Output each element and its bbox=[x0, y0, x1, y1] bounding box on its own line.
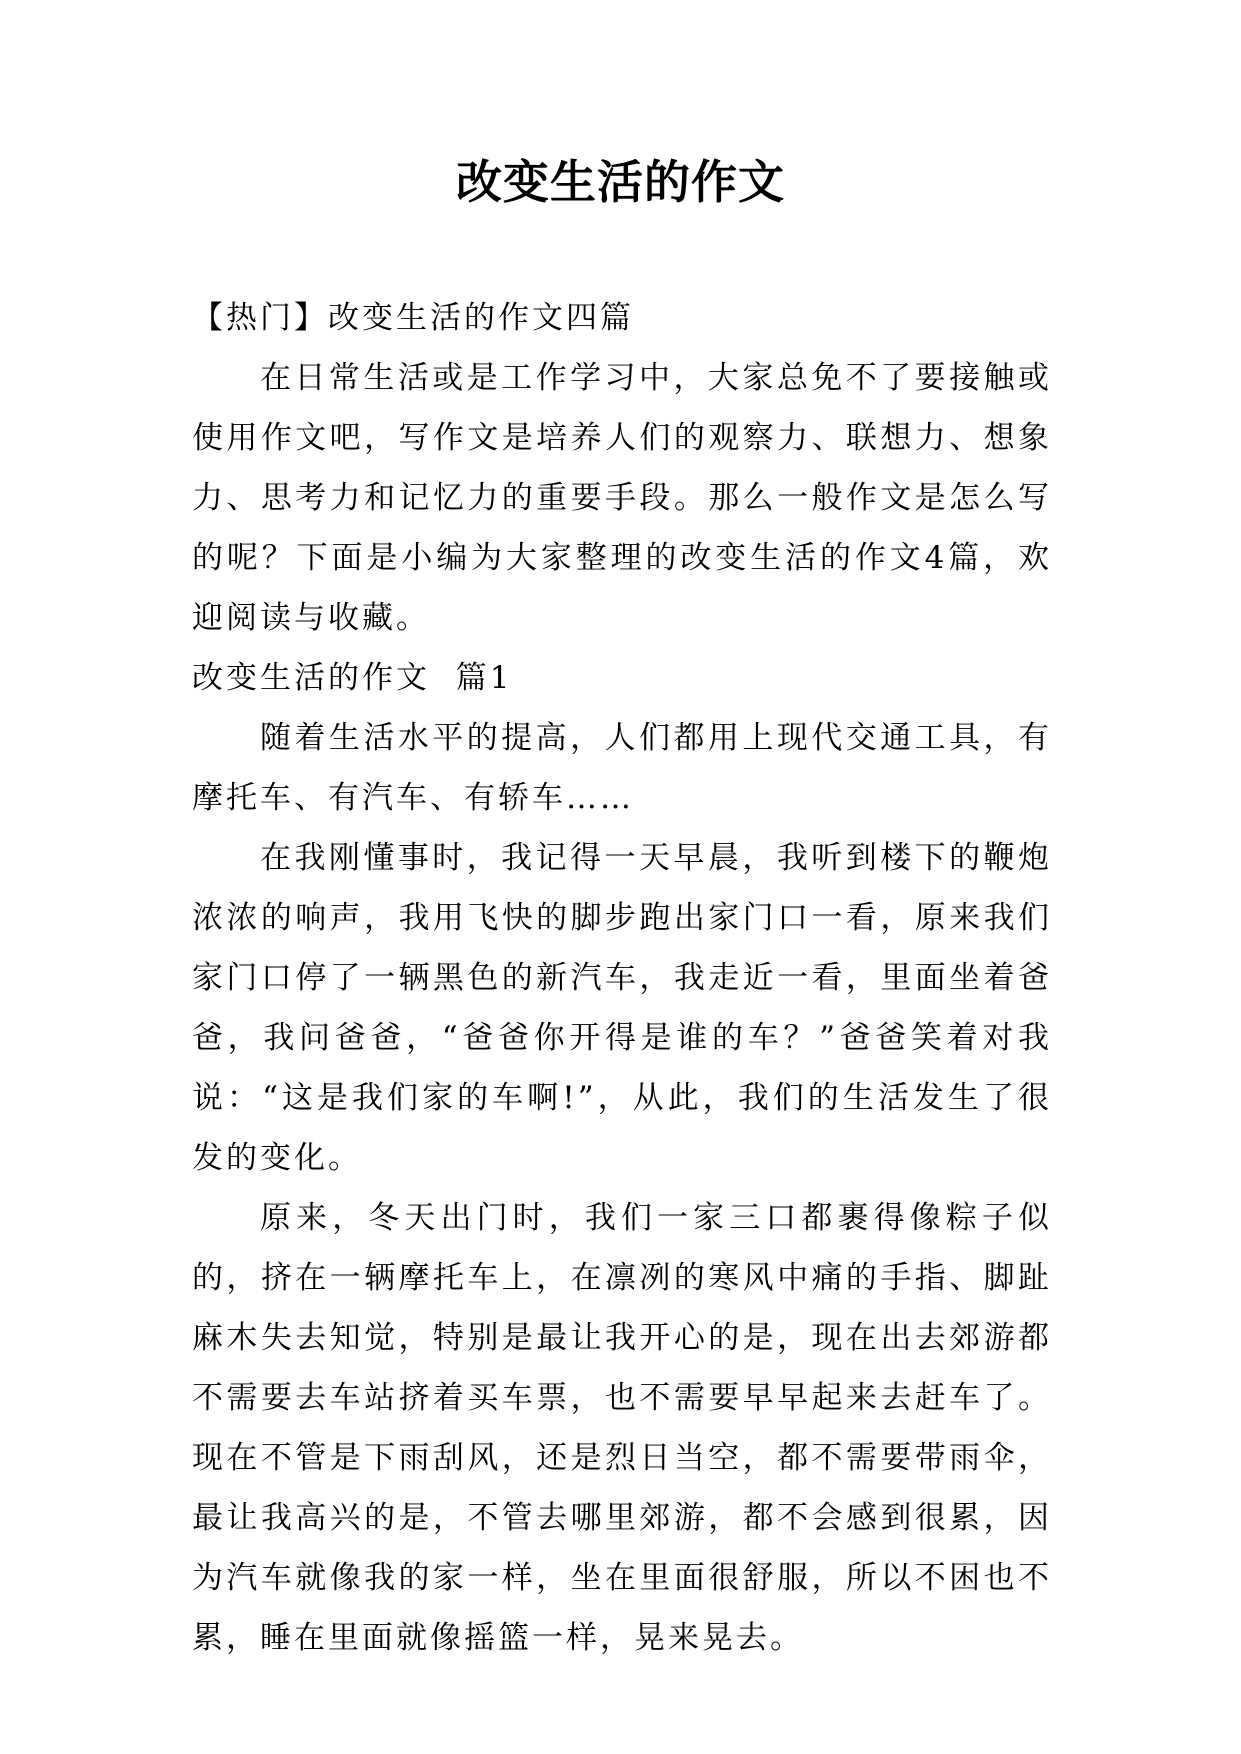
intro-paragraph: 在日常生活或是工作学习中，大家总免不了要接触或使用作文吧，写作文是培养人们的观察力、联想力、想象力、思考力和记忆力的重要手段。那么一般作文是怎么写的呢？下面是小编为大家整理的改变生活的作文4篇，欢迎阅读与收藏。 bbox=[192, 360, 1052, 636]
body-paragraph-2: 在我刚懂事时，我记得一天早晨，我听到楼下的鞭炮浓浓的响声，我用飞快的脚步跑出家门口一看，原来我们家门口停了一辆黑色的新汽车，我走近一看，里面坐着爸爸，我问爸爸，“爸爸你开得是谁的车？”爸爸笑着对我说：“这是我们家的车啊!”，从此，我们的生活发生了很发的变化。 bbox=[192, 840, 1052, 1176]
body-paragraph-1: 随着生活水平的提高，人们都用上现代交通工具，有摩托车、有汽车、有轿车…… bbox=[192, 720, 1052, 816]
body-paragraph-3: 原来，冬天出门时，我们一家三口都裹得像粽子似的，挤在一辆摩托车上，在凛冽的寒风中痛的手指、脚趾麻木失去知觉，特别是最让我开心的是，现在出去郊游都不需要去车站挤着买车票，也不需要早早起来去赶车了。现在不管是下雨刮风，还是烈日当空，都不需要带雨伞，最让我高兴的是，不管去哪里郊游，都不会感到很累，因为汽车就像我的家一样，坐在里面很舒服，所以不困也不累，睡在里面就像摇篮一样，晃来晃去。 bbox=[192, 1200, 1052, 1656]
document-subtitle: 【热门】改变生活的作文四篇 bbox=[192, 300, 634, 336]
section-heading: 改变生活的作文 篇1 bbox=[192, 660, 513, 696]
document-body bbox=[192, 288, 1052, 1668]
document-title: 改变生活的作文 bbox=[456, 155, 785, 209]
